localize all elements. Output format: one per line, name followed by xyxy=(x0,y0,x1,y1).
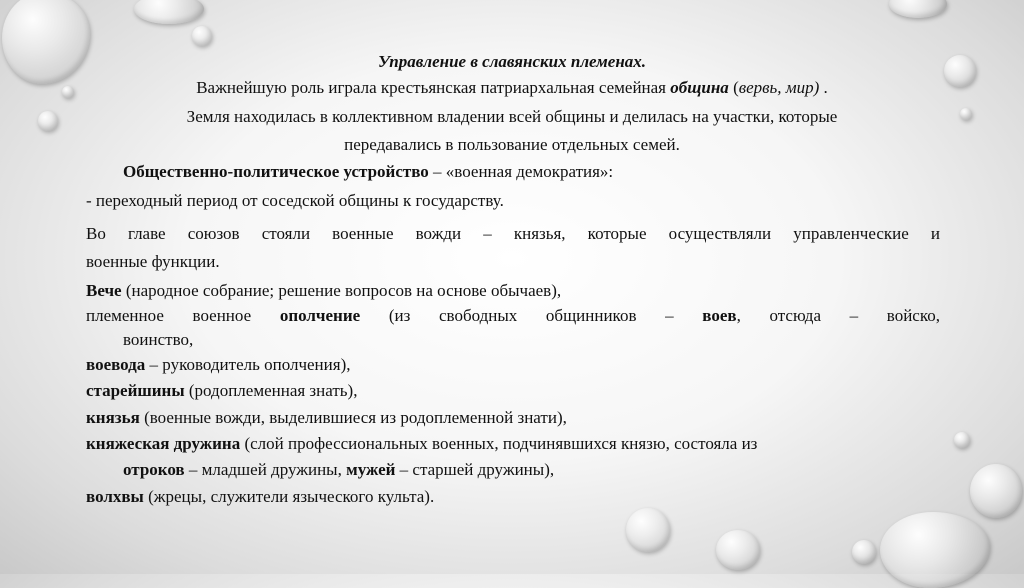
slide-title: Управление в славянских племенах. xyxy=(377,52,647,71)
water-drop-decoration xyxy=(889,0,947,18)
land-paragraph-line1: Земля находилась в коллективном владении всей общины и делилась на участки, которые xyxy=(186,107,838,126)
druzhina-line1: княжеская дружина (слой профессиональных военных, подчинявшихся князю, состояла из xyxy=(86,434,758,453)
volkhvy-line: волхвы (жрецы, служители языческого культа). xyxy=(86,487,435,506)
druzhina-line2: отроков – младшей дружины, мужей – старшей дружины), xyxy=(123,460,555,479)
voevoda-line: воевода – руководитель ополчения), xyxy=(86,355,351,374)
veche-line: Вече (народное собрание; решение вопросов на основе обычаев), xyxy=(86,281,562,300)
militia-line1: племенное военное ополчение (из свободных общинников – воев, отсюда – войско, xyxy=(86,306,940,325)
section-heading: Общественно-политическое устройство – «военная демократия»: xyxy=(123,162,614,181)
leaders-line2: военные функции. xyxy=(86,252,220,271)
water-drop-decoration xyxy=(626,508,670,552)
water-drop-decoration xyxy=(954,432,970,448)
water-drop-decoration xyxy=(880,512,990,588)
water-drop-decoration xyxy=(716,530,760,570)
militia-line2: воинство, xyxy=(123,330,194,349)
land-paragraph-line2: передавались в пользование отдельных семей. xyxy=(344,135,680,154)
princes-line: князья (военные вожди, выделившиеся из родоплеменной знати), xyxy=(86,408,567,427)
water-drop-decoration xyxy=(192,26,212,46)
elders-line: старейшины (родоплеменная знать), xyxy=(86,381,358,400)
leaders-line1: Во главе союзов стояли военные вожди – князья, которые осуществляли управленческие и xyxy=(86,224,940,243)
community-paragraph: Важнейшую роль играла крестьянская патриархальная семейная община (вервь, мир) . xyxy=(196,78,828,97)
water-drop-decoration xyxy=(970,464,1022,518)
water-drop-decoration xyxy=(852,540,876,564)
transition-line: - переходный период от соседской общины к государству. xyxy=(86,191,504,210)
water-drop-decoration xyxy=(134,0,204,24)
